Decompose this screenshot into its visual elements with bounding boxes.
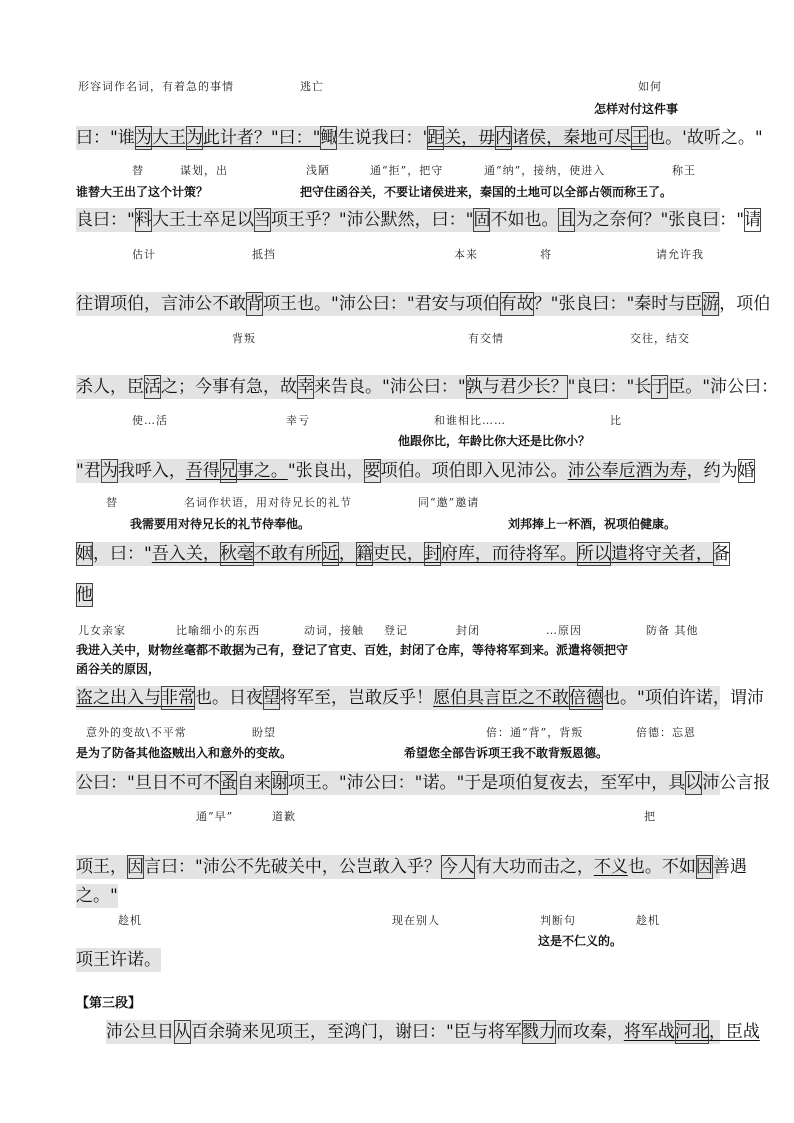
boxed-word: 籍 xyxy=(355,544,373,564)
text-line-6b xyxy=(76,583,93,607)
seg: 善遇 xyxy=(712,857,747,877)
text-line-10 xyxy=(76,948,161,972)
boxed-word: 近 xyxy=(321,544,339,564)
translation: 希望您全部告诉项王我不敢背叛恩德。 xyxy=(404,746,609,760)
gloss: 抵挡 xyxy=(252,248,276,261)
translation: 他跟你比，年龄比你大还是比你小？ xyxy=(398,434,591,448)
gloss: 替 xyxy=(132,164,144,177)
underlined-seg: 不义 xyxy=(593,857,628,877)
boxed-word: 望 xyxy=(263,688,280,708)
seg: 也。'故听之。" xyxy=(648,128,763,148)
gloss: 同“邀”邀请 xyxy=(418,496,480,509)
seg: 而攻秦， xyxy=(555,1022,624,1042)
boxed-word: 蚤 xyxy=(219,773,237,793)
boxed-word: 非常 xyxy=(161,688,195,708)
seg: 公曰："旦日不可不 xyxy=(76,773,220,793)
gloss: 防备 其他 xyxy=(646,624,699,637)
gloss: 通”早” xyxy=(196,810,234,823)
gloss: 本来 xyxy=(454,248,478,261)
text-line-9 xyxy=(76,855,747,879)
underlined-seg: 关，毋 xyxy=(444,128,496,148)
seg: 项王乎？"沛公默然，曰：" xyxy=(270,210,474,230)
boxed-word: 有故 xyxy=(499,294,534,314)
seg: ，曰：" xyxy=(93,544,152,564)
text-line-1 xyxy=(76,126,763,150)
boxed-word: 料 xyxy=(134,210,152,230)
boxed-word: 倍德 xyxy=(569,688,603,708)
boxed-word: 戮力 xyxy=(521,1022,556,1042)
boxed-word: 要 xyxy=(363,461,381,481)
translation: 我进入关中，财物丝毫都不敢据为己有，登记了官吏、百姓，封闭了仓库，等待将军到来。派遣将领把守 xyxy=(76,643,629,657)
gloss: 有交情 xyxy=(468,332,504,345)
seg: 也。不如 xyxy=(627,857,696,877)
boxed-word: 为 xyxy=(185,128,203,148)
underlined-seg: 吾得 xyxy=(185,461,220,481)
gloss: 名词作状语，用对待兄长的礼节 xyxy=(184,496,352,509)
translation: 把守住函谷关，不要让诸侯进来，秦国的土地可以全部占领而称王了。 xyxy=(300,185,673,199)
seg: 项王。"沛公曰："诺。"于是项伯复夜去，至军中，具 xyxy=(287,773,686,793)
boxed-word: 秋毫 xyxy=(219,544,254,564)
boxed-word: 固 xyxy=(473,210,491,230)
seg: 来告良。"沛公曰：" xyxy=(314,377,466,397)
gloss: 通“拒”，把守 xyxy=(370,164,444,177)
seg: 之；今事有急，故 xyxy=(161,377,297,397)
seg: 杀人，臣 xyxy=(76,377,144,397)
gloss: 请允许我 xyxy=(656,248,704,261)
underlined-seg: 将军战 xyxy=(623,1022,675,1042)
text-line-6 xyxy=(76,542,730,566)
gloss: 意外的变故\不平常 xyxy=(86,726,187,739)
gloss: 动词，接触 xyxy=(304,624,364,637)
seg: 自来 xyxy=(236,773,271,793)
seg: "张良出， xyxy=(287,461,364,481)
gloss: 估计 xyxy=(132,248,156,261)
gloss: 幸亏 xyxy=(286,414,310,427)
gloss: 盼望 xyxy=(252,726,276,739)
translation: 谁替大王出了这个计策？ xyxy=(76,185,209,199)
seg: 也。"项伯许诺，谓沛 xyxy=(603,688,764,708)
text-line-8 xyxy=(76,771,771,795)
gloss: 比喻细小的东西 xyxy=(176,624,260,637)
gloss: 登记 xyxy=(384,624,408,637)
text-line-4 xyxy=(76,375,779,399)
seg: 曰："谁 xyxy=(76,128,135,148)
underlined-seg: 愿伯具言臣之不敢 xyxy=(433,688,569,708)
seg: 将军至，岂敢反乎！ xyxy=(280,688,433,708)
seg: 生说我曰：' xyxy=(337,128,428,148)
seg: 百余骑来见项王，至鸿门，谢曰："臣与将军 xyxy=(191,1022,522,1042)
gloss: 形容词作名词，有着急的事情 xyxy=(78,80,234,93)
gloss: 将 xyxy=(540,248,552,261)
seg: 有大功而击之， xyxy=(474,857,594,877)
seg: ？"张良曰："秦时与臣 xyxy=(533,294,703,314)
boxed-word: 所以 xyxy=(576,544,611,564)
boxed-word: 请 xyxy=(744,210,762,230)
boxed-word: 兄 xyxy=(219,461,237,481)
gloss: 趁机 xyxy=(636,914,660,927)
gloss: 儿女亲家 xyxy=(78,624,126,637)
translation: 怎样对付这件事 xyxy=(594,102,679,116)
boxed-word: 距 xyxy=(427,128,445,148)
underlined-seg: ，臣战 xyxy=(708,1022,760,1042)
boxed-word: 背 xyxy=(246,294,263,314)
boxed-word: 游 xyxy=(702,294,720,314)
seg: 臣。"沛公曰： xyxy=(668,377,779,397)
seg: 沛公言报 xyxy=(702,773,771,793)
underlined-seg: 事之。 xyxy=(236,461,288,481)
boxed-word: 婚 xyxy=(737,461,755,481)
underlined-seg: 府库，而待将军。 xyxy=(440,544,577,564)
underlined-seg: 盗之出入与 xyxy=(76,688,161,708)
boxed-word: 从 xyxy=(174,1022,191,1042)
seg: 大王士卒足以 xyxy=(151,210,254,230)
underlined-seg: 吾入关， xyxy=(151,544,220,564)
text-line-5 xyxy=(76,459,755,483)
underlined-seg: ， xyxy=(338,544,356,564)
gloss: 交往，结交 xyxy=(630,332,690,345)
seg: 项伯。项伯即入见沛公。 xyxy=(380,461,568,481)
gloss: 如何 xyxy=(638,80,662,93)
gloss: 替 xyxy=(106,496,118,509)
gloss: …原因 xyxy=(546,624,582,637)
gloss: 倍德：忘恩 xyxy=(636,726,696,739)
text-line-7 xyxy=(76,686,764,710)
boxed-word: 今人 xyxy=(440,857,475,877)
boxed-word: 河北 xyxy=(674,1022,709,1042)
boxed-word: 以 xyxy=(685,773,703,793)
gloss: 和谁相比…… xyxy=(434,414,506,427)
underlined-seg: 沛公奉卮酒为寿 xyxy=(567,461,687,481)
underlined-seg: 遣将守关者， xyxy=(610,544,713,564)
seg: "君 xyxy=(76,461,101,481)
gloss: 道歉 xyxy=(272,810,296,823)
boxed-word: 幸 xyxy=(297,377,314,397)
seg: 之。" xyxy=(76,886,118,906)
underlined-seg: 此计者？"曰：" xyxy=(202,128,321,148)
gloss: 使…活 xyxy=(132,414,168,427)
boxed-word: 鲰 xyxy=(320,128,338,148)
translation: 是为了防备其他盗贼出入和意外的变故。 xyxy=(76,746,293,760)
gloss: 浅陋 xyxy=(306,164,330,177)
underlined-seg: 大王 xyxy=(151,128,186,148)
gloss: 逃亡 xyxy=(300,80,324,93)
boxed-word: 且 xyxy=(558,210,576,230)
boxed-word: 他 xyxy=(76,585,93,605)
seg: 为之奈何？"张良曰：" xyxy=(575,210,745,230)
underlined-seg: 不敢有所 xyxy=(253,544,322,564)
gloss: 判断句 xyxy=(540,914,576,927)
seg: 项王也。"沛公曰："君安与项伯 xyxy=(263,294,500,314)
seg: 不如也。 xyxy=(490,210,559,230)
gloss: 通“纳”，接纳，使进入 xyxy=(484,164,606,177)
translation: 这是不仁义的。 xyxy=(538,934,623,948)
gloss: 谋划，出 xyxy=(180,164,228,177)
boxed-word: 备 xyxy=(712,544,730,564)
seg: 往谓项伯，言沛公不敢 xyxy=(76,294,246,314)
boxed-word: 为 xyxy=(134,128,152,148)
boxed-word: 当 xyxy=(253,210,271,230)
boxed-word: 因 xyxy=(127,857,144,877)
gloss: 背叛 xyxy=(232,332,256,345)
seg: 沛公旦日 xyxy=(106,1022,174,1042)
seg: 良曰：" xyxy=(76,210,135,230)
seg: ，项伯 xyxy=(719,294,771,314)
boxed-word: 封 xyxy=(423,544,441,564)
gloss: 封闭 xyxy=(456,624,480,637)
seg: 项王， xyxy=(76,857,127,877)
translation: 我需要用对待兄长的礼节侍奉他。 xyxy=(130,517,311,531)
seg: "良曰："长 xyxy=(567,377,652,397)
text-line-3 xyxy=(76,292,771,316)
boxed-word: 王 xyxy=(631,128,649,148)
gloss: 称王 xyxy=(672,164,696,177)
translation: 函谷关的原因， xyxy=(76,662,161,676)
section-heading: 【第三段】 xyxy=(76,996,142,1011)
seg: ，约为 xyxy=(686,461,738,481)
underlined-seg: 诸侯，秦地可尽 xyxy=(512,128,632,148)
text-line-9b xyxy=(76,884,118,908)
boxed-word: 为 xyxy=(100,461,118,481)
seg: 项王许诺。 xyxy=(76,950,161,970)
boxed-word: 姻 xyxy=(76,544,93,564)
boxed-word: 活 xyxy=(144,377,161,397)
gloss: 倍：通“背”，背叛 xyxy=(486,726,584,739)
seg: 我呼入， xyxy=(117,461,186,481)
text-line-2 xyxy=(76,208,762,232)
underlined-seg: 吏民， xyxy=(372,544,424,564)
boxed-word: 于 xyxy=(651,377,669,397)
seg: 言曰："沛公不先破关中，公岂敢入乎？ xyxy=(144,857,441,877)
gloss: 趁机 xyxy=(118,914,142,927)
gloss: 现在别人 xyxy=(392,914,440,927)
gloss: 把 xyxy=(644,810,656,823)
gloss: 比 xyxy=(610,414,622,427)
boxed-word: 谢 xyxy=(270,773,288,793)
text-line-11 xyxy=(106,1020,760,1044)
seg: 也。日夜 xyxy=(195,688,263,708)
translation: 刘邦捧上一杯酒，祝项伯健康。 xyxy=(508,517,677,531)
boxed-phrase: 孰与君少长？ xyxy=(465,377,568,397)
boxed-word: 内 xyxy=(495,128,513,148)
boxed-word: 因 xyxy=(695,857,713,877)
